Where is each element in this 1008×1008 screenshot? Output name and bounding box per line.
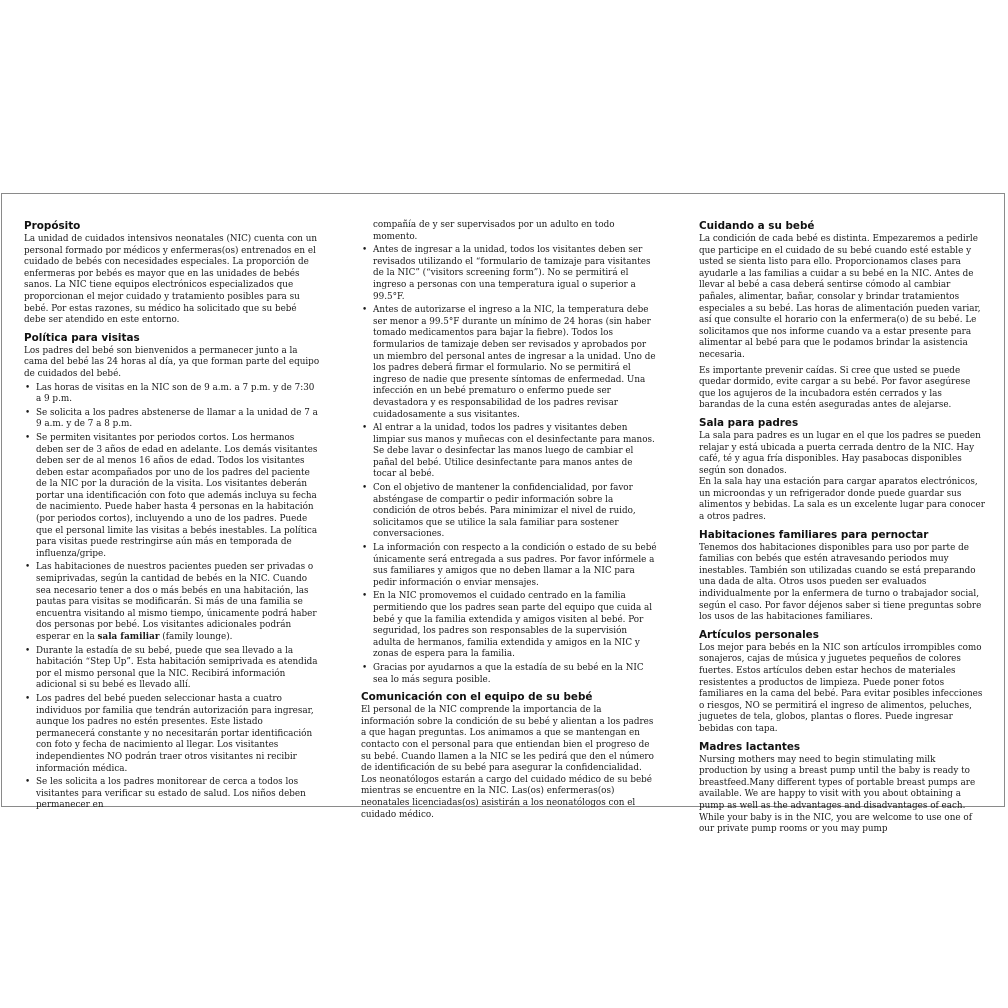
list-item: • Los padres del bebé pueden seleccionar hasta a cuatro individuos por familia que tendrán autorización para ingresar, aunque los padres no estén presentes. Este listado permanecerá constante y no necesitarán portar identificación con foto y fecha de nacimiento al llegar. Los visitantes independientes NO podrán traer otros visitantes ni recibir información médica. (24, 694, 320, 775)
cuidando-text-1: La condición de cada bebé es distinta. Empezaremos a pedirle que participe en el cuidado de su bebé cuando esté estable y usted se sienta listo para ello. Proporcionamos clases para ayudarle a las familias a cuidar a su bebé en la NIC. Antes de llevar al bebé a casa deberá sentirse cómodo al cambiar pañales, alimentar, bañar, consolar y brindar tratamientos especiales a su bebé. Las horas de alimentación pueden variar, así que consulte el horario con la enfermera(o) de su bebé. Le solicitamos que nos informe cuando va a estar presente para alimentar al bebé para que le podamos brindar la asistencia necesaria. (699, 234, 981, 360)
heading-habitaciones: Habitaciones familiares para pernoctar (699, 528, 929, 541)
sala-text-1: La sala para padres es un lugar en el que los padres se pueden relajar y está ubicada a puerta cerrada dentro de la NIC. Hay café, té y agua fría disponibles. Hay pasabocas disponibles según son donados. (699, 430, 981, 476)
list-item: • Se permiten visitantes por periodos cortos. Los hermanos deben ser de 3 años de edad en adelante. Los demás visitantes deben ser de al menos 16 años de edad. Todos los visitantes deben estar acompañados por uno de los padres del paciente de la NIC por la duración de la visita. Los visitantes deberán portar una identificación con foto que además incluya su fecha de nacimiento. Puede haber hasta 4 personas en la habitación (por periodos cortos), incluyendo a uno de los padres. Puede que el personal limite las visitas a bebés inestables. La política para visitas puede restringirse aún más en temporada de influenza/gripe. (24, 433, 320, 561)
madres-text: Nursing mothers may need to begin stimulating milk production by using a breast pump until the baby is ready to breastfeed.Many different types of portable breast pumps are available. We are happy to visit with you about obtaining a pump as well as the advantages and disadvantages of each. While your baby is in the NIC, you are welcome to use one of our private pump rooms or you may pump (699, 754, 976, 835)
list-item-text: Las habitaciones de nuestros pacientes pueden ser privadas o semiprivadas, según la cantidad de bebés en la NIC. Cuando sea necesario tener a dos o más bebés en una habitación, las pautas para visitas se modificarán. Si más de una familia se encuentra visitando al mismo tiempo, únicamente podrá haber dos personas por bebé. Los visitantes adicionales podrán esperar en la (36, 562, 317, 642)
list-item: • Durante la estadía de su bebé, puede que sea llevado a la habitación “Step Up”. Esta habitación semiprivada es atendida por el mismo personal que la NIC. Recibirá información adicional si su bebé es llevado allí. (24, 646, 320, 692)
list-item: • Se les solicita a los padres monitorear de cerca a todos los visitantes para verificar su estado de salud. Los niños deben permanecer en (24, 777, 320, 812)
cuidando-text-2: Es importante prevenir caídas. Si cree que usted se puede quedar dormido, evite cargar a su bebé. Por favor asegúrese que los agujeros de la incubadora estén cerrados y las barandas de la cuna estén aseguradas antes de alejarse. (699, 365, 971, 411)
heading-articulos: Artículos personales (699, 628, 819, 641)
list-item-continued: compañía de y ser supervisados por un adulto en todo momento. (373, 220, 615, 242)
heading-cuidando: Cuidando a su bebé (699, 220, 815, 232)
heading-comunicacion: Comunicación con el equipo de su bebé (361, 691, 593, 704)
list-item: • Se solicita a los padres abstenerse de llamar a la unidad de 7 a 9 a.m. y de 7 a 8 p.m. (24, 408, 320, 431)
heading-sala-padres: Sala para padres (699, 416, 799, 429)
list-item: • Con el objetivo de mantener la confidencialidad, por favor absténgase de compartir o pedir información sobre la condición de otros bebés. Para minimizar el nivel de ruido, solicitamos que se utilice la sala familiar para sostener conversaciones. (361, 483, 657, 541)
heading-madres-lactantes: Madres lactantes (699, 740, 801, 753)
list-item: • Antes de autorizarse el ingreso a la NIC, la temperatura debe ser menor a 99.5°F durante un mínimo de 24 horas (sin haber tomado medicamentos para bajar la fiebre). Todos los formularios de tamizaje deben ser revisados y aprobados por un miembro del personal antes de ingresar a la unidad. Uno de los padres deberá firmar el formulario. No se permitirá el ingreso de nadie que presente síntomas de enfermedad. Una infección en un bebé prematuro o enfermo puede ser devastadora y es responsabilidad de los padres revisar cuidadosamente a sus visitantes. (361, 305, 657, 421)
list-item (24, 562, 320, 643)
brochure-page (1, 193, 1005, 835)
column-3 (699, 220, 986, 836)
column-1 (24, 220, 320, 814)
habitaciones-text: Tenemos dos habitaciones disponibles para uso por parte de familias con bebés que estén atravesando periodos muy inestables. También son utilizadas cuando se está preparando una dada de alta. Otros usos pueden ser evaluados individualmente por la enfermera de turno o trabajador social, según el caso. Por favor déjenos saber si tiene preguntas sobre los usos de las habitaciones familiares. (699, 542, 982, 623)
sala-text-2: En la sala hay una estación para cargar aparatos electrónicos, un microondas y un refrigerador donde puede guardar sus alimentos y bebidas. La sala es un excelente lugar para conocer a otros padres. (699, 477, 985, 523)
list-item: • Las horas de visitas en la NIC son de 9 a.m. a 7 p.m. y de 7:30 a 9 p.m. (24, 383, 320, 406)
sala-familiar-tail: (family lounge). (159, 632, 233, 642)
articulos-text: Los mejor para bebés en la NIC son artículos irrompibles como sonajeros, cajas de música y juguetes pequeños de colores fuertes. Estos artículos deben estar hechos de materiales resistentes a productos de limpieza. Puede poner fotos familiares en la cama del bebé. Para evitar posibles infecciones o riesgos, NO se permitirá el ingreso de alimentos, peluches, juguetes de tela, globos, plantas o flores. Puede ingresar bebidas con tapa. (699, 642, 983, 734)
list-item: • Antes de ingresar a la unidad, todos los visitantes deben ser revisados utilizando el “formulario de tamizaje para visitantes de la NIC” (“visitors screening form”). No se permitirá el ingreso a personas con una temperatura igual o superior a 99.5°F. (361, 245, 657, 303)
list-item: • En la NIC promovemos el cuidado centrado en la familia permitiendo que los padres sean parte del equipo que cuida al bebé y que la familia extendida y amigos visiten al bebé. Por seguridad, los padres son responsables de la supervisión adulta de hermanos, familia extendida y amigos en la NIC y zonas de espera para la familia. (361, 591, 657, 661)
list-item: • Gracias por ayudarnos a que la estadía de su bebé en la NIC sea lo más segura posible. (361, 663, 657, 686)
visitas-list-continued (361, 220, 657, 686)
list-item: • Al entrar a la unidad, todos los padres y visitantes deben limpiar sus manos y muñecas con el desinfectante para manos. Se debe lavar o desinfectar las manos luego de cambiar el pañal del bebé. Utilice desinfectante para manos antes de tocar al bebé. (361, 423, 657, 481)
proposito-text: La unidad de cuidados intensivos neonatales (NIC) cuenta con un personal formado por médicos y enfermeras(os) entrenados en el cuidado de bebés con necesidades especiales. La proporción de enfermeras por bebés es mayor que en las unidades de bebés sanos. La NIC tiene equipos electrónicos especializados que proporcionan el mejor cuidado y tratamiento posibles para su bebé. Por estas razones, su médico ha solicitado que su bebé debe ser atendido en este entorno. (24, 234, 318, 326)
politica-intro: Los padres del bebé son bienvenidos a permanecer junto a la cama del bebé las 24 horas al día, ya que forman parte del equipo de cuidados del bebé. (24, 345, 320, 379)
politica-list (24, 383, 320, 812)
list-item: • La información con respecto a la condición o estado de su bebé únicamente será entregada a sus padres. Por favor infórmele a sus familiares y amigos que no deben llamar a la NIC para pedir información o enviar mensajes. (361, 543, 657, 589)
column-2 (361, 220, 657, 821)
heading-proposito: Propósito (24, 220, 81, 232)
comunicacion-text: El personal de la NIC comprende la importancia de la información sobre la condición de su bebé y alientan a los padres a que hagan preguntas. Los animamos a que se mantengan en contacto con el personal para que entiendan bien el progreso de su bebé. Cuando llamen a la NIC se les pedirá que den el número de identificación de su bebé para asegurar la confidencialidad. Los neonatólogos estarán a cargo del cuidado médico de su bebé mientras se encuentre en la NIC. Las(os) enfermeras(os) neonatales licenciadas(os) asistirán a los neonatólogos con el cuidado médico. (361, 705, 654, 820)
heading-politica-visitas: Política para visitas (24, 331, 140, 344)
sala-familiar-bold: sala familiar (97, 632, 160, 642)
